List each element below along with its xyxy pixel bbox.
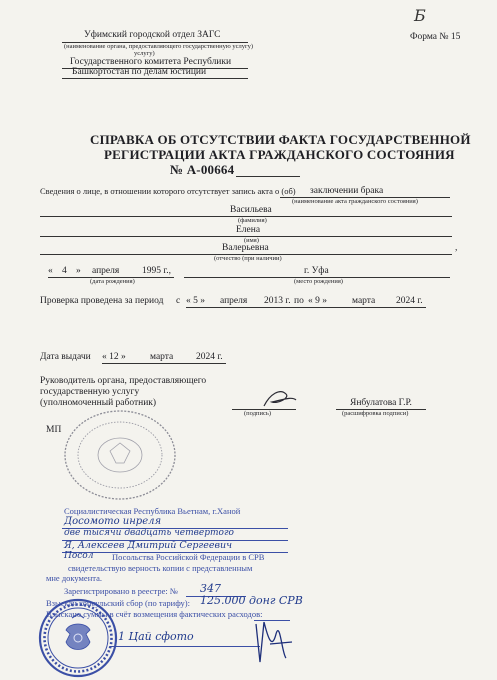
birth-place: г. Уфа [304, 266, 329, 276]
mp-label: МП [46, 425, 62, 435]
birth-day: 4 [62, 266, 67, 276]
check-to-year: 2024 г. [396, 296, 423, 306]
check-from-day: 5 [193, 296, 198, 306]
form-number: Форма № 15 [410, 32, 461, 42]
birth-year: 1995 г., [142, 266, 171, 276]
birth-date-caption: (дата рождения) [90, 278, 135, 285]
check-to-prefix: по [294, 296, 304, 306]
cert-fee-label: Взыскан консульский сбор (по тарифу): [46, 598, 190, 608]
cert-printed4: Посольства Российской Федерации в СРВ [112, 552, 265, 562]
act-caption: (наименование акта гражданского состояния) [292, 198, 418, 205]
first-name-caption: (имя) [244, 237, 259, 244]
birth-date-open-quote: « [48, 266, 53, 276]
cert-hand1: Досомото инреля [64, 516, 162, 527]
cert-registry-label: Зарегистрировано в реестре: № [64, 586, 178, 596]
check-from-prefix: с [176, 296, 181, 306]
org-caption-2: услугу) [134, 50, 155, 57]
signature-caption: (подпись) [244, 410, 271, 417]
check-from-year: 2013 г. [264, 296, 291, 306]
birth-month: апреля [92, 266, 120, 276]
birth-place-caption: (место рождения) [294, 278, 343, 285]
org-caption: (наименование органа, предоставляющего государственную услугу) [64, 43, 254, 50]
check-to-day: 9 [315, 296, 320, 306]
cert-fee-value: 125.000 донг СРВ [200, 594, 303, 607]
org-name-line3: Башкортостан по делам юстиции [72, 67, 207, 77]
check-underline [186, 307, 426, 308]
cert-sign-underline [110, 646, 260, 647]
patronymic: Валерьевна [222, 243, 269, 253]
cert-expenses-label: Взыскано суммы в счёт возмещения фактических расходов: [46, 609, 263, 619]
org-underline-3 [62, 78, 248, 79]
cert-hand3: Я, Алексеев Дмитрий Сергеевич [64, 540, 233, 551]
issue-underline [102, 363, 226, 364]
birth-date-close-quote: » [76, 266, 81, 276]
signatory-name-caption: (расшифровка подписи) [342, 410, 409, 417]
patronymic-comma: , [455, 243, 458, 253]
signatory-line2: государственную услугу [40, 387, 140, 397]
org-name-line1: Уфимский городской отдел ЗАГС [84, 30, 221, 40]
doc-title-line1: СПРАВКА ОБ ОТСУТСТВИИ ФАКТА ГОСУДАРСТВЕННОЙ [90, 132, 471, 147]
org-name-line2: Государственного комитета Республики [70, 57, 232, 67]
doc-number: № А-00664 [170, 162, 235, 177]
consular-seal [36, 596, 120, 680]
cert-line6: мне документа. [46, 573, 102, 583]
patronymic-caption: (отчество (при наличии) [214, 255, 282, 262]
surname-caption: (фамилия) [238, 217, 267, 224]
cert-registry-no: 347 [200, 582, 221, 595]
check-label: Проверка проведена за период [40, 296, 164, 306]
signatory-line3: (уполномоченный работник) [40, 398, 157, 408]
zags-seal [58, 405, 188, 505]
check-to-day-wrap: « 9 » [308, 296, 327, 306]
doc-title-line2: РЕГИСТРАЦИИ АКТА ГРАЖДАНСКОГО СОСТОЯНИЯ [104, 147, 455, 162]
act-type: заключении брака [310, 186, 384, 196]
issue-day: 12 [109, 352, 119, 362]
check-from-day-wrap: « 5 » [186, 296, 205, 306]
cert-hand2: две тысячи двадцать четвертого [64, 528, 234, 538]
consul-signature [250, 614, 296, 670]
record-intro: Сведения о лице, в отношении которого отсутствует запись акта о (об) [40, 186, 296, 196]
issue-month: марта [150, 352, 174, 362]
check-to-month: марта [352, 296, 376, 306]
check-from-month: апреля [220, 296, 248, 306]
handwritten-mark: Б [414, 6, 426, 25]
first-name: Елена [236, 225, 261, 235]
cert-line1: Социалистическая Республика Вьетнам, г.Ханой [64, 506, 241, 516]
signatory-name: Янбулатова Г.Р. [350, 398, 412, 408]
surname: Васильева [230, 205, 272, 215]
signatory-line1: Руководитель органа, предоставляющего [40, 376, 207, 386]
cert-hand-sign: 1 Цай сфото [118, 630, 194, 643]
doc-number-underline [236, 176, 300, 177]
issue-year: 2024 г. [196, 352, 223, 362]
cert-hand4: Посол [64, 551, 94, 561]
cert-line5: свидетельствую верность копии с представленным [68, 563, 253, 573]
issue-day-wrap: « 12 » [102, 352, 126, 362]
issue-label: Дата выдачи [40, 352, 91, 362]
